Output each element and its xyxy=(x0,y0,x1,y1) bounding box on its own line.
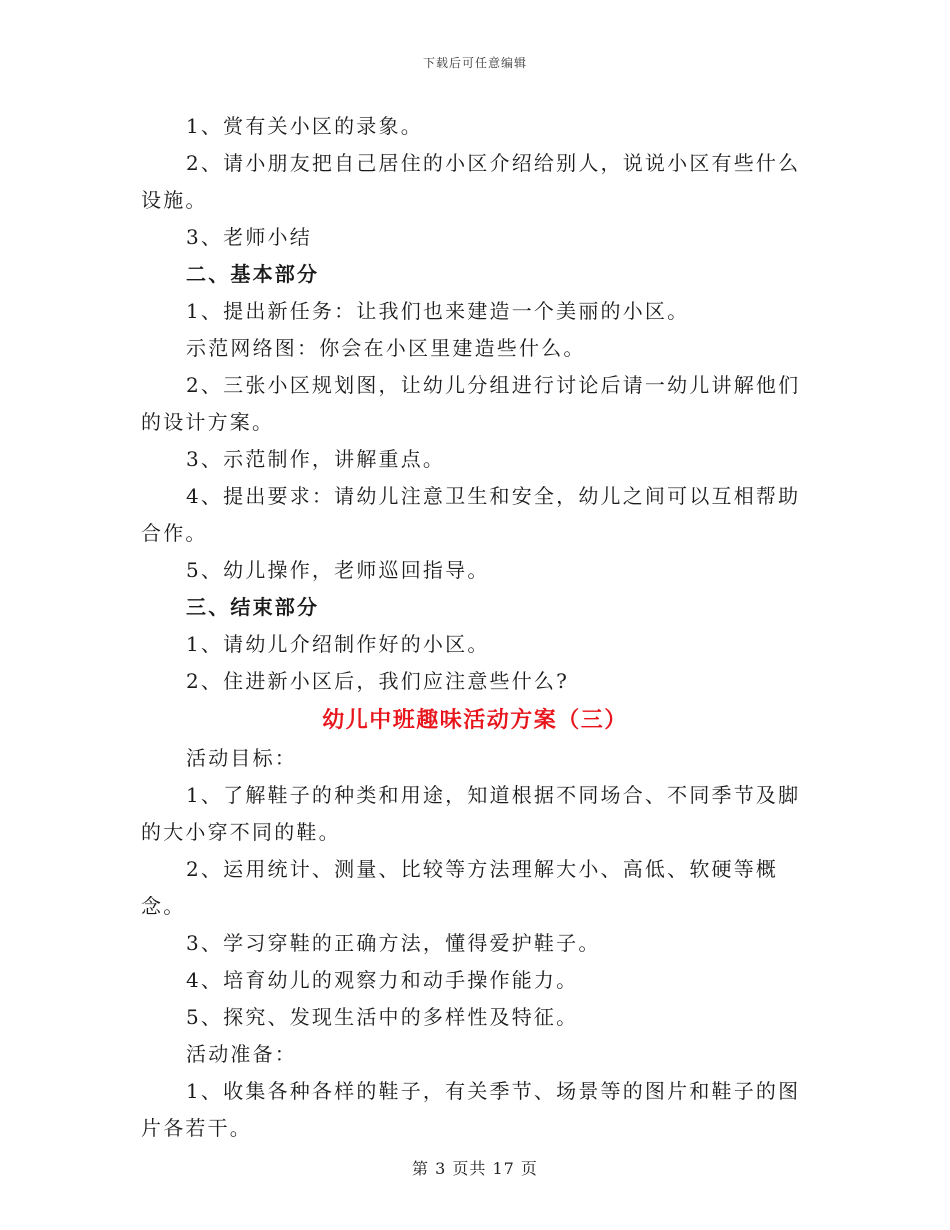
paragraph: 3、示范制作，讲解重点。 xyxy=(186,447,446,471)
paragraph: 2、运用统计、测量、比较等方法理解大小、高低、软硬等概念。 xyxy=(141,857,779,918)
paragraph: 1、赏有关小区的录象。 xyxy=(186,114,423,138)
paragraph: 1、了解鞋子的种类和用途，知道根据不同场合、不同季节及脚的大小穿不同的鞋。 xyxy=(141,783,801,844)
paragraph: 2、住进新小区后，我们应注意些什么? xyxy=(186,669,570,693)
paragraph: 5、幼儿操作，老师巡回指导。 xyxy=(186,558,490,582)
paragraph: 1、请幼儿介绍制作好的小区。 xyxy=(186,632,490,656)
document-body xyxy=(141,108,809,1147)
paragraph: 3、老师小结 xyxy=(186,225,312,249)
page-header: 下载后可任意编辑 xyxy=(422,56,527,70)
paragraph: 示范网络图：你会在小区里建造些什么。 xyxy=(186,336,586,360)
paragraph: 1、收集各种各样的鞋子，有关季节、场景等的图片和鞋子的图片各若干。 xyxy=(141,1079,801,1140)
page-footer: 第 3 页共 17 页 xyxy=(412,1159,538,1178)
section-heading: 三、结束部分 xyxy=(186,595,320,619)
paragraph: 5、探究、发现生活中的多样性及特征。 xyxy=(186,1005,579,1029)
paragraph: 1、提出新任务：让我们也来建造一个美丽的小区。 xyxy=(186,299,690,323)
paragraph: 活动准备： xyxy=(186,1042,297,1066)
paragraph: 4、培育幼儿的观察力和动手操作能力。 xyxy=(186,968,579,992)
paragraph: 3、学习穿鞋的正确方法，懂得爱护鞋子。 xyxy=(186,931,601,955)
paragraph: 2、请小朋友把自己居住的小区介绍给别人，说说小区有些什么设施。 xyxy=(141,151,801,212)
paragraph: 活动目标： xyxy=(186,746,297,770)
document-title: 幼儿中班趣味活动方案（三） xyxy=(322,707,628,733)
paragraph: 4、提出要求：请幼儿注意卫生和安全，幼儿之间可以互相帮助合作。 xyxy=(141,484,801,545)
section-heading: 二、基本部分 xyxy=(186,262,320,286)
paragraph: 2、三张小区规划图，让幼儿分组进行讨论后请一幼儿讲解他们的设计方案。 xyxy=(141,373,801,434)
